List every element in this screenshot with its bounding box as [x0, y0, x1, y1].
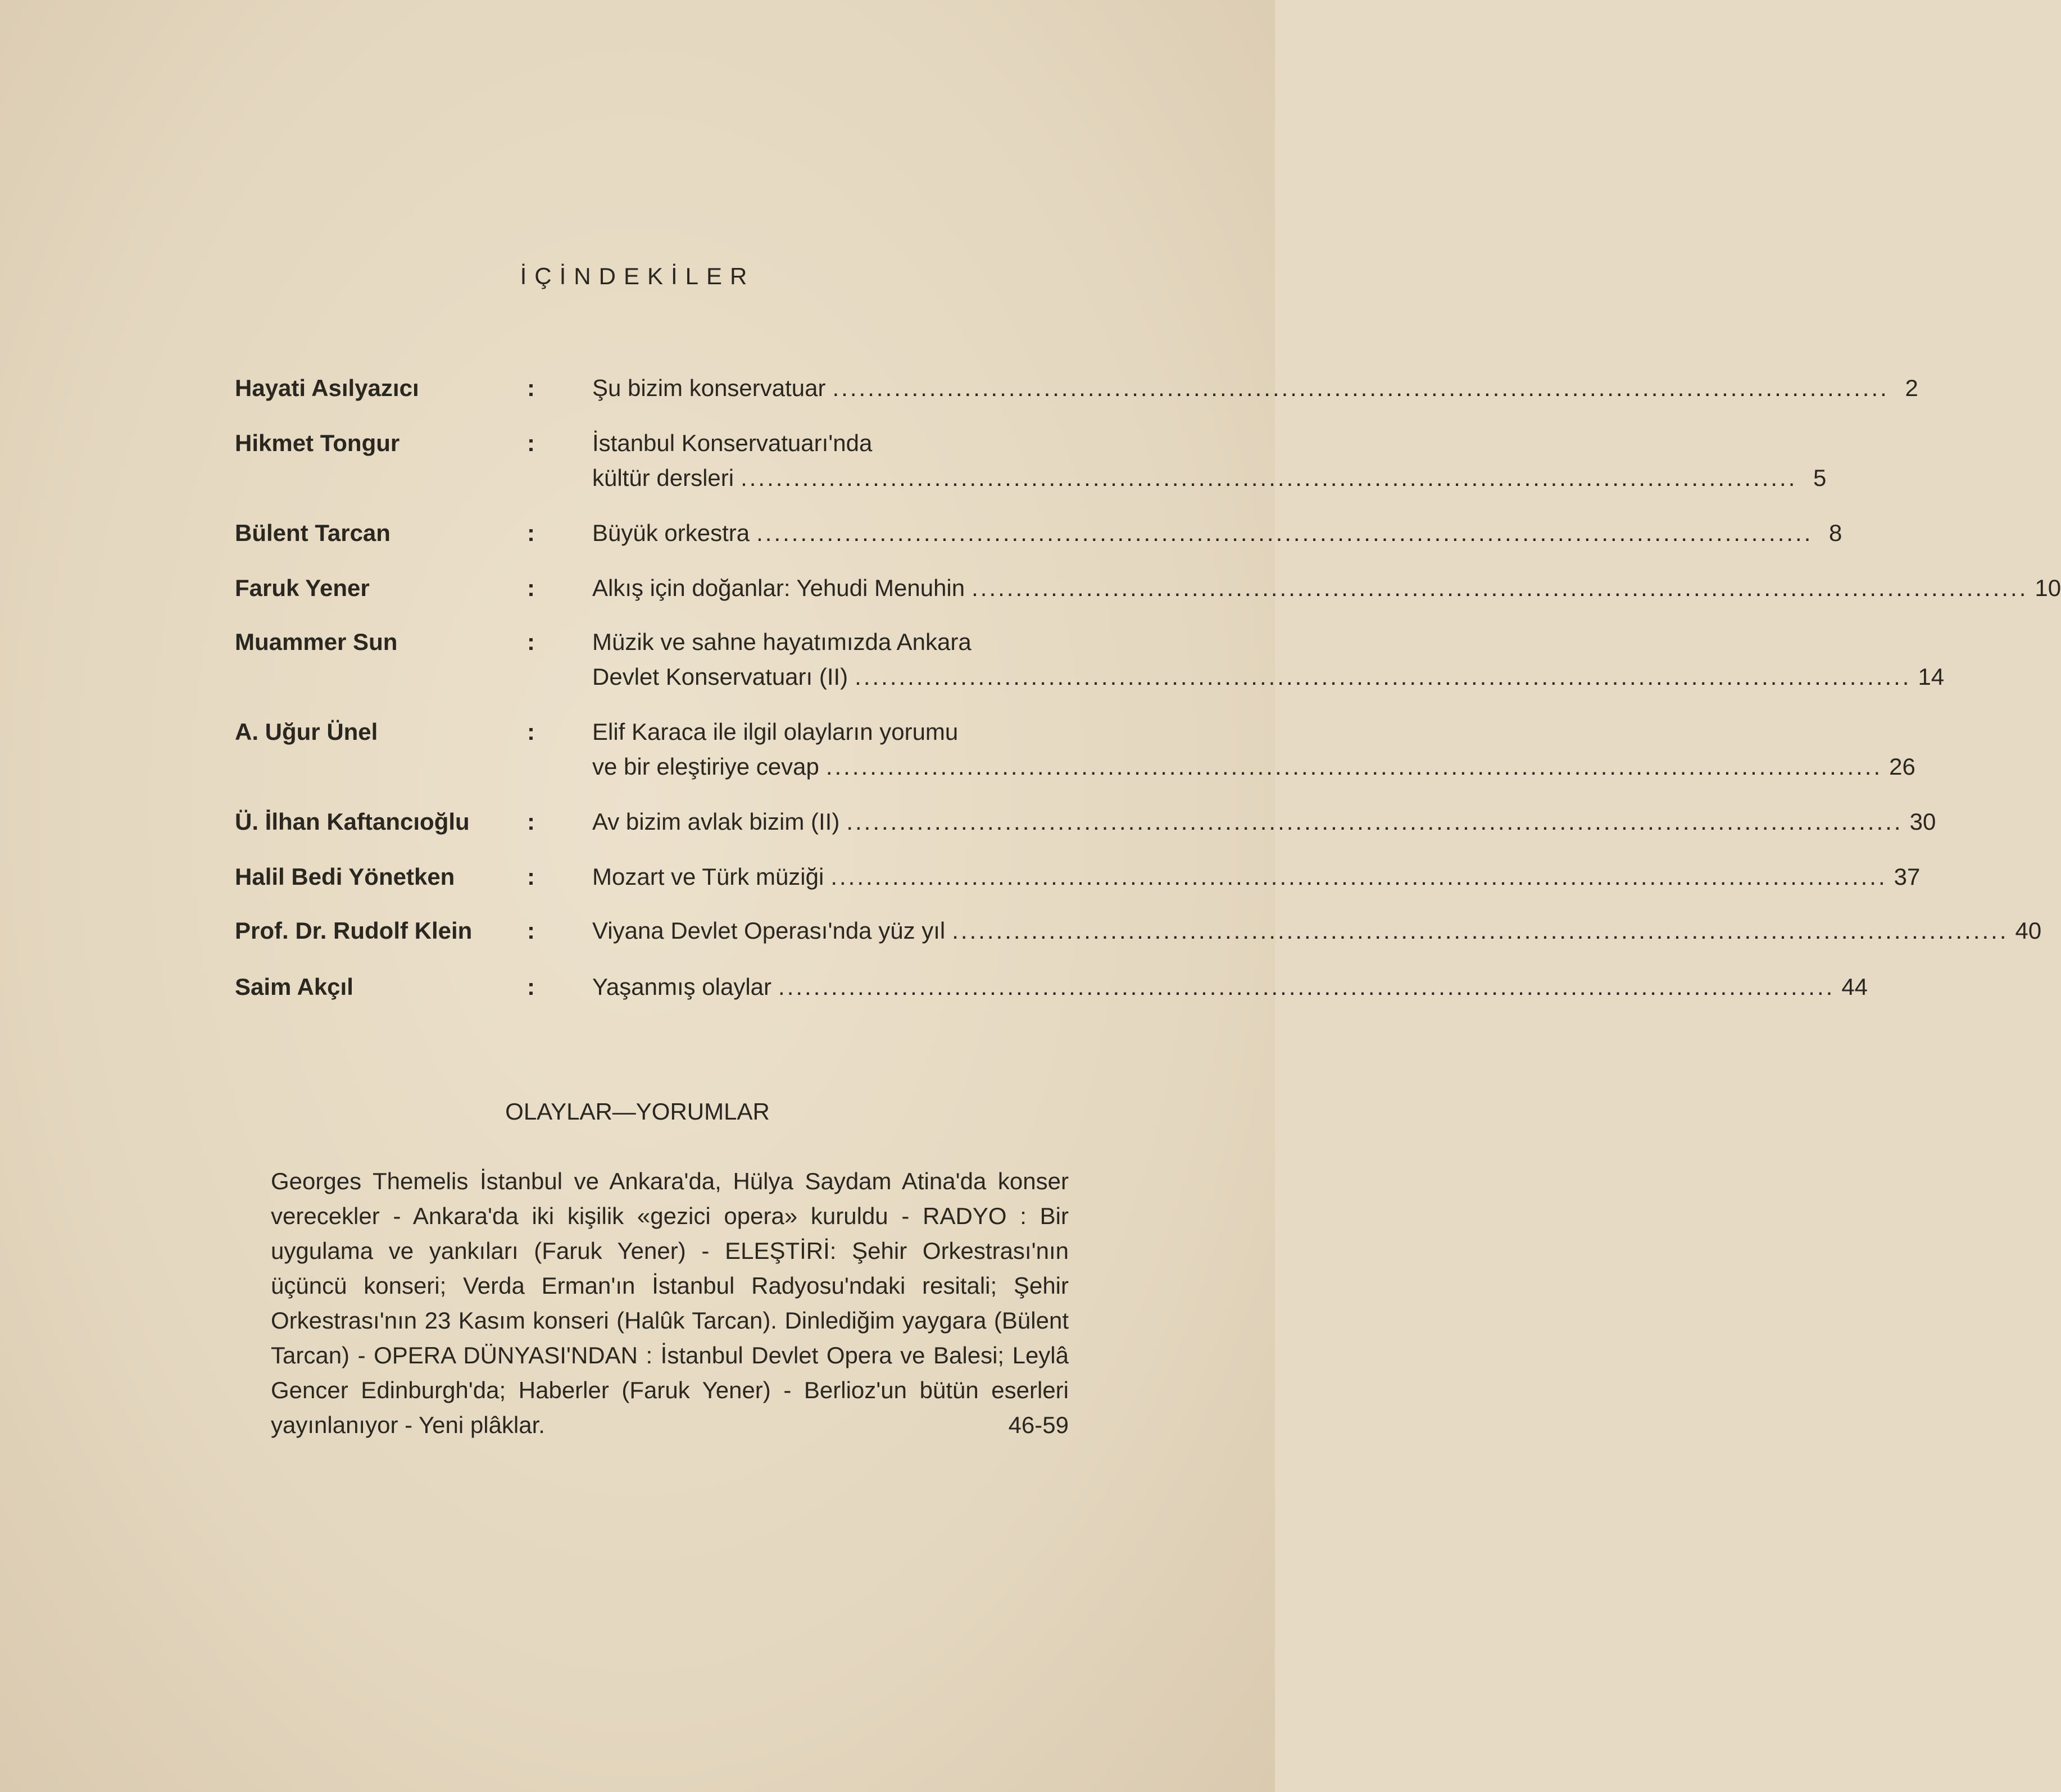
- toc-colon: :: [527, 863, 535, 890]
- toc-entry-title: Büyük orkestra: [592, 520, 750, 546]
- toc-entry: [592, 516, 1842, 551]
- toc-entry-title: Müzik ve sahne hayatımızda Ankara: [592, 629, 972, 655]
- toc-colon: :: [527, 718, 535, 745]
- toc-entry-title: Alkış için doğanlar: Yehudi Menuhin: [592, 575, 965, 601]
- toc-author: Halil Bedi Yönetken: [235, 863, 455, 890]
- toc-row: [235, 913, 2042, 948]
- page-title: İÇİNDEKİLER: [520, 263, 755, 289]
- toc-colon: :: [527, 629, 535, 655]
- toc-row: [235, 804, 1936, 839]
- toc-entry: [592, 913, 2042, 948]
- toc-entry-title: ve bir eleştiriye cevap: [592, 753, 819, 780]
- toc-entry-line: [592, 571, 2061, 606]
- toc-row: [235, 516, 1842, 551]
- toc-entry-line: [592, 913, 2042, 948]
- toc-leader-dots: ........................................................................................................................: [756, 520, 1813, 546]
- toc-page-number: 8: [1829, 520, 1842, 546]
- toc-leader-dots: ........................................................................................................................: [846, 808, 1903, 835]
- toc-leader-dots: ........................................................................................................................: [952, 917, 2009, 944]
- toc-row: [235, 625, 1945, 694]
- toc-leader-dots: ........................................................................................................................: [972, 575, 2028, 601]
- toc-row: [235, 426, 1827, 495]
- toc-entry: [592, 804, 1936, 839]
- toc-colon: :: [527, 575, 535, 601]
- toc-entry-line: [592, 859, 1921, 894]
- toc-colon: :: [527, 917, 535, 944]
- toc-leader-dots: ........................................................................................................................: [778, 974, 1835, 1000]
- toc-author: Ü. İlhan Kaftancıoğlu: [235, 808, 470, 835]
- toc-entry-line: [592, 625, 1078, 660]
- toc-colon: :: [527, 974, 535, 1000]
- toc-entry: [592, 625, 1945, 694]
- toc-entry-line: [592, 715, 1078, 749]
- toc-entry-title: Şu bizim konservatuar: [592, 375, 826, 401]
- toc-entry-line: [592, 426, 1078, 461]
- toc-entry-title: Yaşanmış olaylar: [592, 974, 772, 1000]
- toc-author: Hikmet Tongur: [235, 430, 400, 456]
- toc-author: Saim Akçıl: [235, 974, 353, 1000]
- toc-entry: [592, 970, 1868, 1004]
- toc-entry: [592, 426, 1827, 495]
- toc-entry-title: kültür dersleri: [592, 465, 734, 491]
- toc-leader-dots: ........................................................................................................................: [741, 465, 1797, 491]
- summary-page-range: 46-59: [1008, 1412, 1069, 1438]
- toc-page-number: 44: [1841, 974, 1868, 1000]
- toc-author: A. Uğur Ünel: [235, 718, 378, 745]
- toc-entry-line: [592, 749, 1915, 784]
- toc-entry: [592, 715, 1915, 784]
- toc-entry-line: [592, 371, 1918, 406]
- toc-entry-title: Viyana Devlet Operası'nda yüz yıl: [592, 917, 946, 944]
- toc-row: [235, 970, 1868, 1004]
- toc-page-number: 14: [1918, 663, 1945, 690]
- toc-author: Muammer Sun: [235, 629, 398, 655]
- toc-leader-dots: ........................................................................................................................: [825, 753, 1883, 780]
- toc-page-number: 37: [1894, 863, 1921, 890]
- toc-row: [235, 371, 1918, 406]
- toc-colon: :: [527, 520, 535, 546]
- toc-page-number: 30: [1909, 808, 1936, 835]
- toc-entry-line: [592, 461, 1827, 495]
- toc-entry-line: [592, 804, 1936, 839]
- toc-entry-line: [592, 970, 1868, 1004]
- summary-text: Georges Themelis İstanbul ve Ankara'da, Hülya Saydam Atina'da konser verecekler - Ankara'da iki kişilik «gezici opera» kuruldu - RADYO : Bir uygulama ve yankıları (Faruk Yener) - ELEŞTİRİ: Şehir Orkestrası'nın üçüncü konseri; Verda Erman'ın İstanbul Radyosu'ndaki resitali; Şehir Orkestrası'nın 23 Kasım konseri (Halûk Tarcan). Dinlediğim yaygara (Bülent Tarcan) - OPERA DÜNYASI'NDAN : İstanbul Devlet Opera ve Balesi; Leylâ Gencer Edinburgh'da; Haberler (Faruk Yener) - Berlioz'un bütün eserleri yayınlanıyor - Yeni plâklar.: [271, 1168, 1069, 1438]
- toc-entry: [592, 859, 1921, 894]
- toc-entry-line: [592, 516, 1842, 551]
- toc-leader-dots: ........................................................................................................................: [855, 663, 1912, 690]
- toc-page-number: 40: [2015, 917, 2042, 944]
- toc-entry: [592, 371, 1918, 406]
- toc-entry-title: Elif Karaca ile ilgil olayların yorumu: [592, 718, 959, 745]
- summary-paragraph: [271, 1164, 1069, 1443]
- toc-entry-title: Devlet Konservatuarı (II): [592, 663, 848, 690]
- toc-author: Faruk Yener: [235, 575, 370, 601]
- section-title: OLAYLAR—YORUMLAR: [505, 1098, 770, 1125]
- toc-colon: :: [527, 375, 535, 401]
- toc-author: Hayati Asılyazıcı: [235, 375, 419, 401]
- toc-entry-title: Mozart ve Türk müziği: [592, 863, 824, 890]
- toc-page-number: 10: [2035, 575, 2061, 601]
- toc-entry-line: [592, 660, 1945, 694]
- toc-colon: :: [527, 430, 535, 456]
- toc-page-number: 26: [1889, 753, 1915, 780]
- toc-author: Prof. Dr. Rudolf Klein: [235, 917, 473, 944]
- toc-leader-dots: ........................................................................................................................: [832, 375, 1889, 401]
- toc-row: [235, 859, 1921, 894]
- toc-row: [235, 571, 2061, 606]
- toc-row: [235, 715, 1915, 784]
- toc-page-number: 5: [1813, 465, 1827, 491]
- toc-leader-dots: ........................................................................................................................: [830, 863, 1887, 890]
- toc-colon: :: [527, 808, 535, 835]
- toc-entry: [592, 571, 2061, 606]
- toc-author: Bülent Tarcan: [235, 520, 391, 546]
- toc-page-number: 2: [1905, 375, 1918, 401]
- toc-entry-title: Av bizim avlak bizim (II): [592, 808, 840, 835]
- toc-entry-title: İstanbul Konservatuarı'nda: [592, 430, 873, 456]
